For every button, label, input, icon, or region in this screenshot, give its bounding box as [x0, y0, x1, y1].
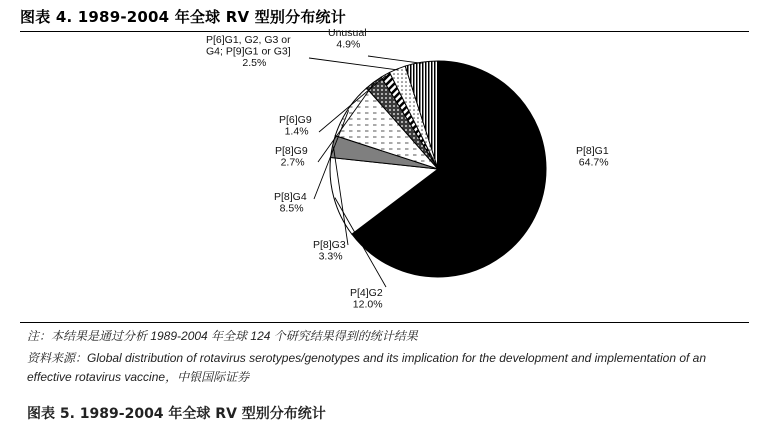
figure-title: 图表 4. 1989-2004 年全球 RV 型别分布统计: [20, 8, 346, 26]
figure-note: 注：本结果是通过分析 1989-2004 年全球 124 个研究结果得到的统计结果: [27, 329, 418, 343]
figure-source: [27, 349, 751, 387]
leader-line-p-6-g1-g2-g3-or-g4-p-9-g1-or-g3: [309, 58, 398, 70]
slice-label-p-8-g9: P[8]G9 2.7%: [275, 145, 308, 169]
slice-label-p-8-g3: P[8]G3 3.3%: [313, 239, 346, 263]
bottom-rule: [20, 322, 749, 323]
source-prefix: 资料来源：: [27, 351, 88, 365]
slice-label-p-4-g2: P[4]G2 12.0%: [350, 287, 383, 311]
slice-label-unusual: Unusual 4.9%: [328, 27, 367, 51]
slice-label-p-8-g1: P[8]G1 64.7%: [576, 145, 609, 169]
leader-line-unusual: [368, 56, 422, 63]
next-figure-title: 图表 5. 1989-2004 年全球 RV 型别分布统计: [27, 406, 326, 422]
slice-label-p-6-g1-g2-g3-or-g4-p-9-g1-or-g3: P[6]G1, G2, G3 or G4; P[9]G1 or G3] 2.5%: [206, 34, 291, 69]
source-text: Global distribution of rotavirus serotypes/genotypes and its implication for the development and implementation of an effective rotavirus vaccine: [27, 351, 707, 384]
slice-label-p-8-g4: P[8]G4 8.5%: [274, 191, 307, 215]
pie-chart: [20, 27, 749, 321]
slice-label-p-6-g9: P[6]G9 1.4%: [279, 114, 312, 138]
source-suffix: ，中银国际证券: [165, 370, 250, 384]
pie-chart-area: [20, 27, 749, 321]
